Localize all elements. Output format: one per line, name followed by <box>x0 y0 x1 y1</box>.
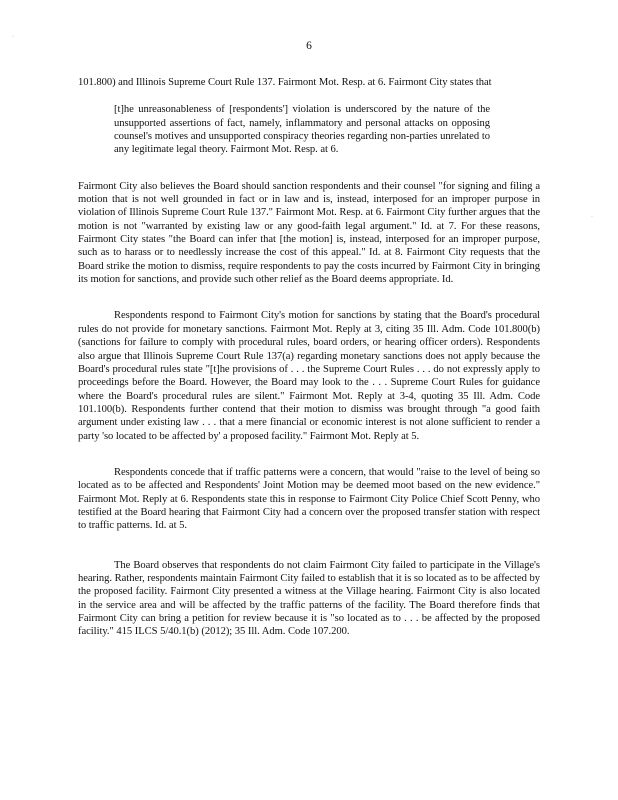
paragraph-board-finding: The Board observes that respondents do not claim Fairmont City failed to participate in the Village's hearing. Rather, respondents maintain Fairmont City failed to establish that it is so located as to be affected by the proposed facility. Fairmont City presented a witness at the Village hearing. Fairmont City is also located in the service area and will be affected by the traffic patterns of the facility. The Board therefore finds that Fairmont City can bring a petition for review because it is "so located as to . . . be affected by the proposed facility." 415 ILCS 5/40.1(b) (2012); 35 Ill. Adm. Code 107.200. <box>78 559 540 638</box>
scan-speck: · <box>591 214 593 220</box>
paragraph-traffic-patterns: Respondents concede that if traffic patterns were a concern, that would "raise to the level of being so located as to be affected and Respondents' Joint Motion may be deemed moot based on the new evidence." Fairmont Mot. Reply at 6. Respondents state this in response to Fairmont City Police Chief Scott Penny, who testified at the Board hearing that Fairmont City had a concern over the proposed transfer station with respect to traffic patterns. Id. at 5. <box>78 466 540 532</box>
paragraph-respondents-reply: Respondents respond to Fairmont City's motion for sanctions by stating that the Board's procedural rules do not provide for monetary sanctions. Fairmont Mot. Reply at 3, citing 35 Ill. Adm. Code 101.800(b) (sanctions for failure to comply with procedural rules, board orders, or hearing officer orders). Respondents also argue that Illinois Supreme Court Rule 137(a) regarding monetary sanctions does not apply because the Board's procedural rules state "[t]he provisions of . . . the Supreme Court Rules . . . do not expressly apply to proceedings before the Board. However, the Board may look to the . . . Supreme Court Rules for guidance where the Board's procedural rules are silent." Fairmont Mot. Reply at 3-4, quoting 35 Ill. Adm. Code 101.100(b). Respondents further contend that their motion to dismiss was brought through "a good faith argument under existing law . . . that a mere financial or economic interest is not alone sufficient to render a party 'so located to be affected by' a proposed facility." Fairmont Mot. Reply at 5. <box>78 310 540 442</box>
scan-speck: · <box>12 34 14 40</box>
paragraph-fairmont-sanction-request: Fairmont City also believes the Board should sanction respondents and their counsel "for signing and filing a motion that is not well grounded in fact or in law and is, instead, interposed for an improper purpose in violation of Illinois Supreme Court Rule 137." Fairmont Mot. Resp. at 6. Fairmont City further argues that the motion is not "warranted by existing law or any good-faith legal argument." Id. at 7. For these reasons, Fairmont City states "the Board can infer that [the motion] is, instead, interposed for an improper purpose, such as to harass or to needlessly increase the cost of this appeal." Id. at 8. Fairmont City requests that the Board strike the motion to dismiss, require respondents to pay the costs incurred by Fairmont City in bringing its motion for sanctions, and provide such other relief as the Board deems appropriate. Id. <box>78 180 540 286</box>
page-number: 6 <box>306 40 312 52</box>
document-body <box>78 76 540 639</box>
paragraph-citation-intro: 101.800) and Illinois Supreme Court Rule 137. Fairmont Mot. Resp. at 6. Fairmont City states that <box>78 77 492 88</box>
block-quote: [t]he unreasonableness of [respondents'] violation is underscored by the nature of the unsupported assertions of fact, namely, inflammatory and personal attacks on opposing counsel's motives and unsupported conspiracy theories regarding non-parties unrelated to any legitimate legal theory. Fairmont Mot. Resp. at 6. <box>114 104 490 156</box>
